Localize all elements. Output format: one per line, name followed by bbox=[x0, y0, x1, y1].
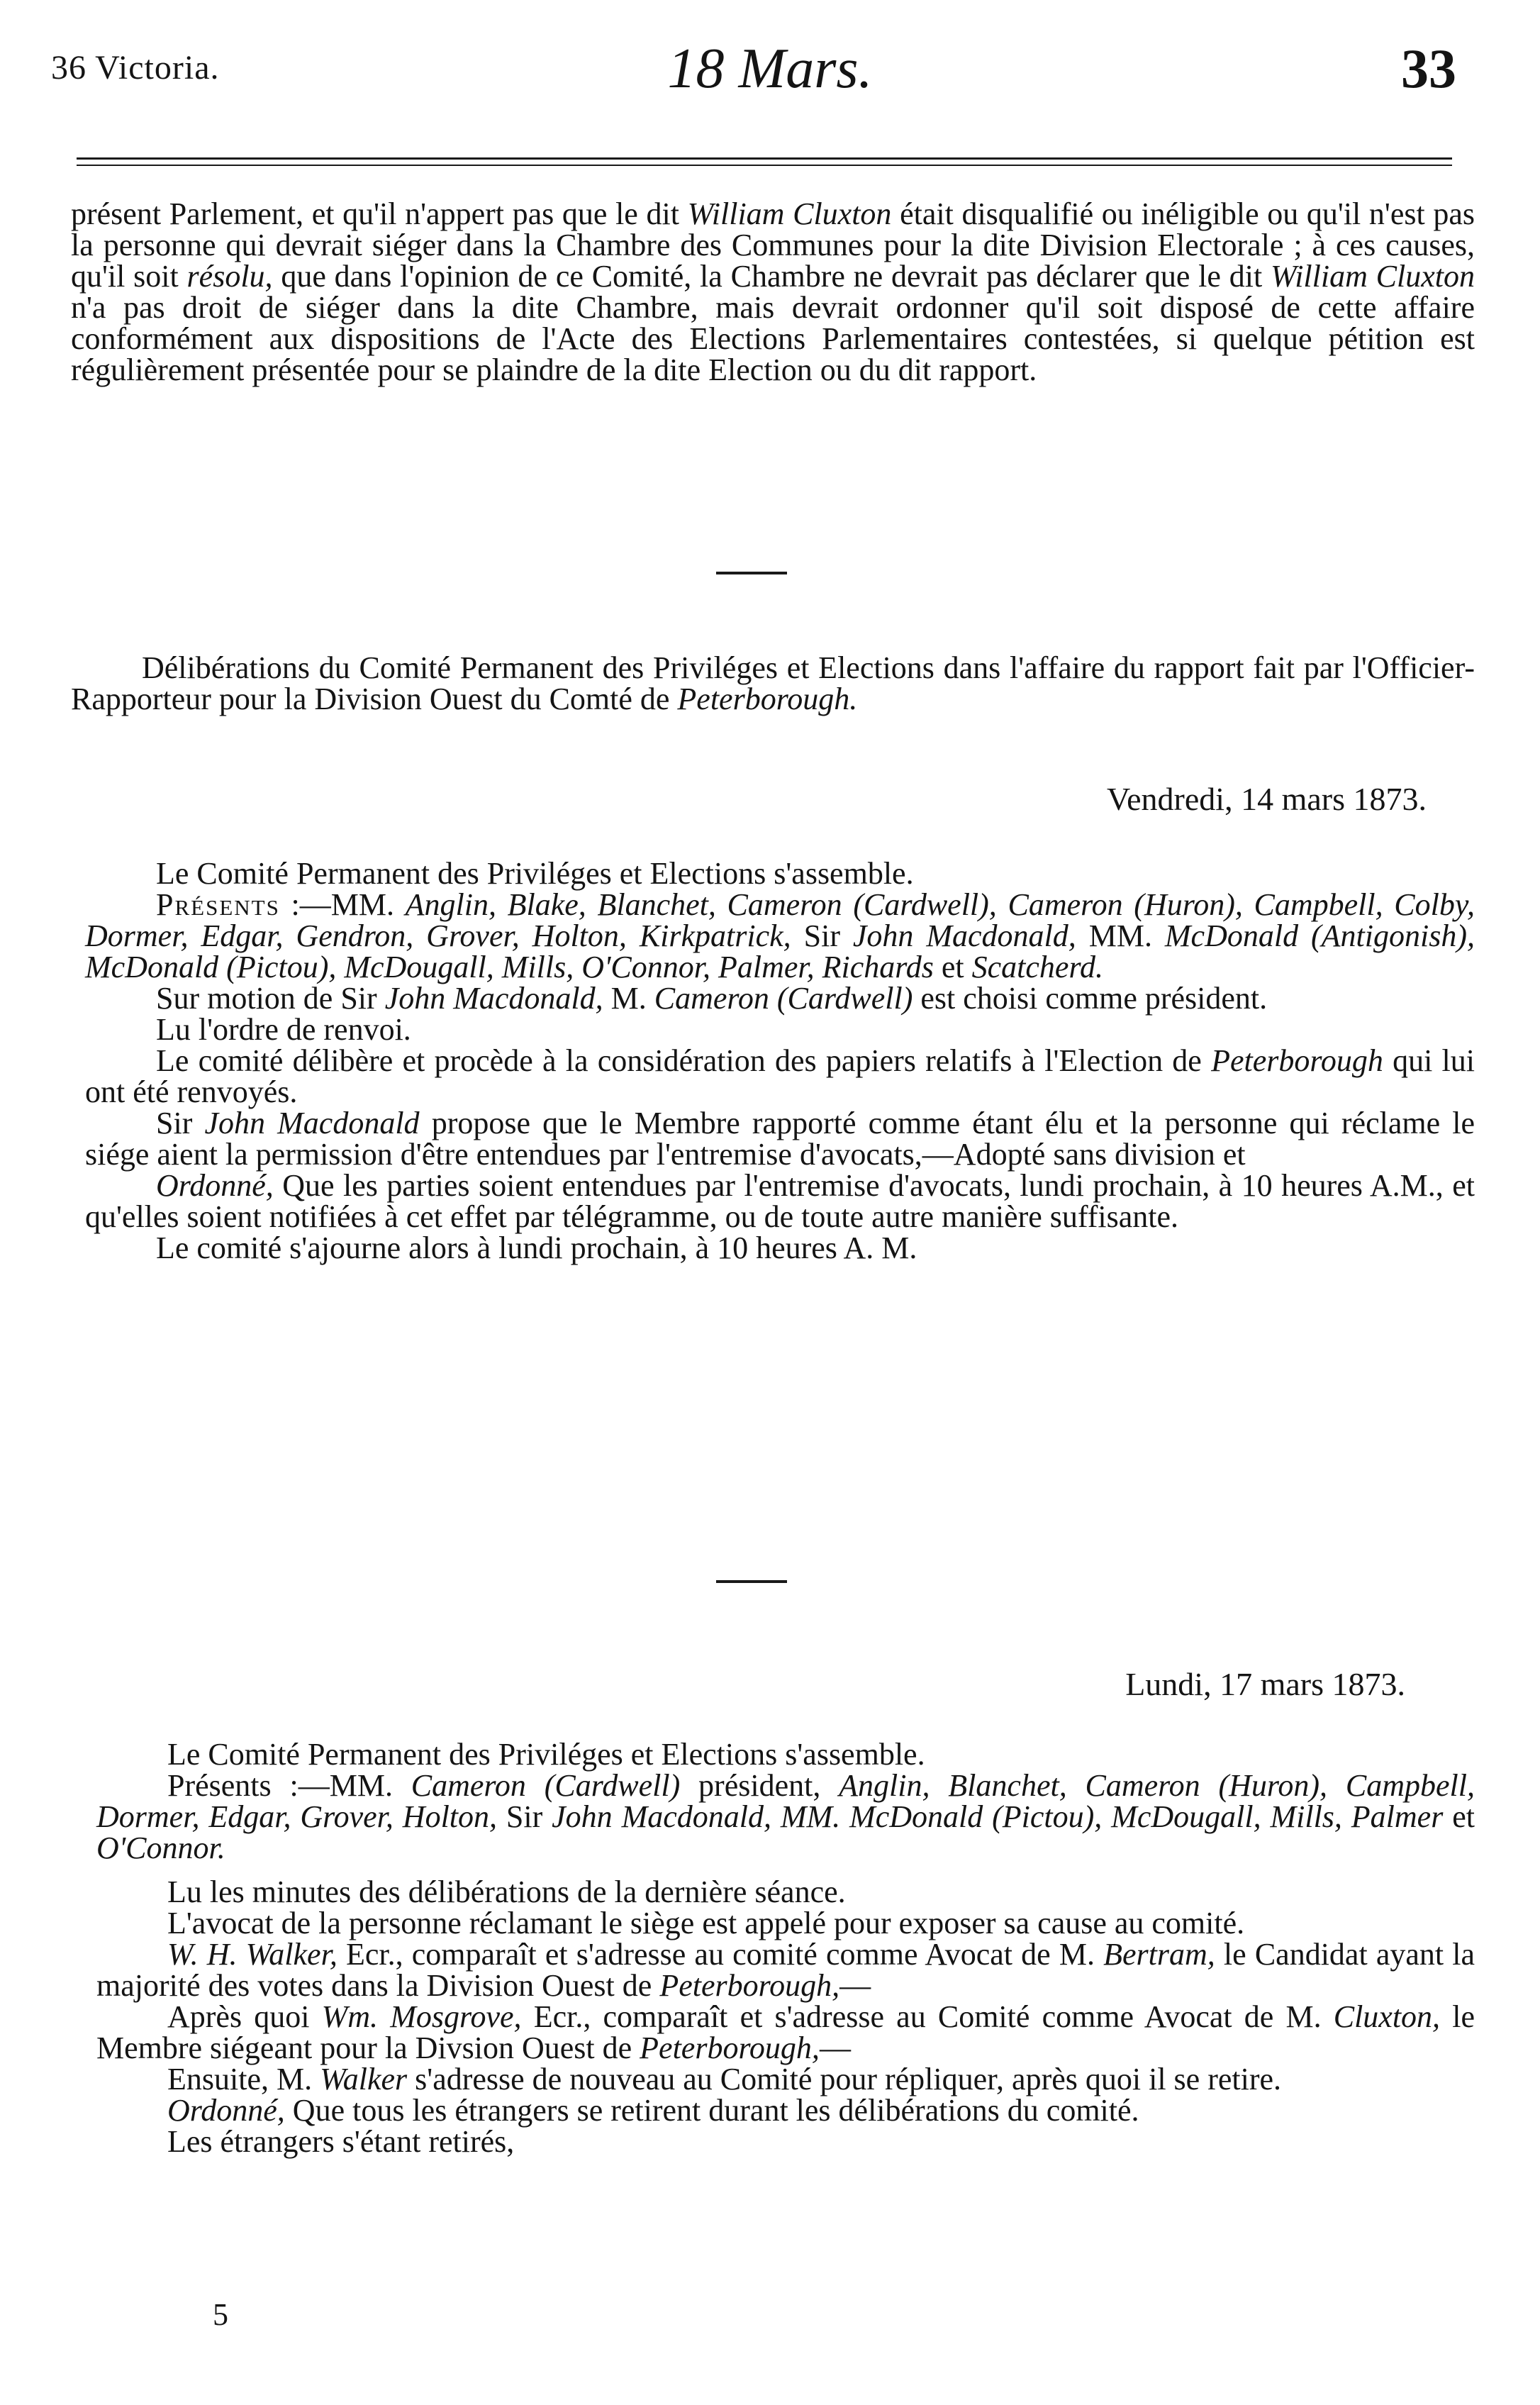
resolution-paragraph bbox=[71, 196, 1475, 387]
text-run: Sur motion de Sir bbox=[156, 981, 385, 1016]
proposal-paragraph bbox=[85, 1108, 1475, 1170]
minutes-line: Lu les minutes des délibérations de la dernière séance. bbox=[167, 1874, 846, 1909]
name-run: Anglin, Blake, Blanchet, Cameron (Cardwell), Cameron (Huron), Campbell, Colby, Dormer, Edgar, Gendron, Grover, Holton, Kirkpatrick, bbox=[85, 887, 1475, 953]
name-run: O'Connor. bbox=[96, 1831, 225, 1865]
name-run: Ordonné, bbox=[156, 1168, 274, 1203]
text-run: — bbox=[819, 2031, 851, 2065]
text-run: le Membre siégeant pour la Divsion Ouest de bbox=[96, 1999, 1475, 2065]
text-run: et bbox=[933, 950, 972, 984]
name-run: William Cluxton bbox=[1270, 259, 1475, 294]
avocat-line: L'avocat de la personne réclamant le siège est appelé pour exposer sa cause au comité. bbox=[167, 1906, 1245, 1940]
name-run: Peterborough bbox=[1211, 1043, 1383, 1078]
text-run: Que tous les étrangers se retirent durant les délibérations du comité. bbox=[284, 2093, 1139, 2128]
deliberation-paragraph bbox=[85, 1045, 1475, 1108]
assemble-line: Le Comité Permanent des Priviléges et Elections s'assemble. bbox=[167, 1737, 925, 1772]
text-run: M. bbox=[603, 981, 654, 1016]
name-run: Bertram, bbox=[1103, 1937, 1215, 1972]
text-run: s'adresse de nouveau au Comité pour répliquer, après quoi il se retire. bbox=[407, 2062, 1282, 2096]
session-date: Lundi, 17 mars 1873. bbox=[1125, 1666, 1405, 1702]
order-paragraph bbox=[85, 1170, 1475, 1233]
name-run: John Macdonald bbox=[204, 1106, 420, 1140]
text-run: est choisi comme président. bbox=[913, 981, 1268, 1016]
text-run: Sir bbox=[156, 1106, 205, 1140]
text-run: Sir bbox=[497, 1799, 552, 1834]
name-run: résolu, bbox=[186, 259, 273, 294]
session-1-minutes bbox=[85, 858, 1475, 1264]
name-run: John Macdonald, bbox=[852, 918, 1076, 953]
text-run: et bbox=[1443, 1799, 1475, 1834]
mosgrove-paragraph bbox=[96, 2001, 1475, 2064]
header-rule bbox=[77, 157, 1452, 160]
name-run: Cluxton, bbox=[1333, 1999, 1441, 2034]
text-run: présent Parlement, et qu'il n'appert pas que le dit bbox=[71, 196, 688, 231]
name-run: Ordonné, bbox=[167, 2093, 285, 2128]
section-divider bbox=[716, 1580, 787, 1583]
name-run: Wm. Mosgrove, bbox=[321, 1999, 522, 2034]
text-run: était disqualifié ou inéligible ou qu'il n'est pas la personne qui devrait siéger dans la Chambre des Communes pour la dite Division Electorale ; à ces causes, qu'il soit bbox=[71, 196, 1475, 294]
running-head-date bbox=[0, 37, 1540, 101]
page-number: 33 bbox=[1401, 38, 1456, 99]
name-run: Cameron (Cardwell) bbox=[654, 981, 913, 1016]
name-run: Peterborough, bbox=[659, 1968, 840, 2003]
name-run: William Cluxton bbox=[687, 196, 892, 231]
text-run: le Candidat ayant la majorité des votes dans la Division Ouest de bbox=[96, 1937, 1475, 2003]
text-run: Après quoi bbox=[167, 1999, 322, 2034]
text-run: :—MM. bbox=[279, 887, 406, 922]
name-run: Peterborough. bbox=[677, 682, 858, 716]
name-run: Anglin, Blanchet, Cameron (Huron), Campbell, Dormer, Edgar, Grover, Holton, bbox=[96, 1768, 1475, 1834]
name-run: John Macdonald, MM. McDonald (Pictou), McDougall, Mills, Palmer bbox=[552, 1799, 1444, 1834]
text-run: Le comité délibère et procède à la considération des papiers relatifs à l'Election de bbox=[156, 1043, 1212, 1078]
text-run: Ensuite, M. bbox=[167, 2062, 320, 2096]
name-run: McDonald (Antigonish), McDonald (Pictou), McDougall, Mills, O'Connor, Palmer, Richards bbox=[85, 918, 1475, 984]
session-2-minutes bbox=[96, 1739, 1475, 2157]
motion-paragraph bbox=[85, 983, 1475, 1014]
text-run: — bbox=[839, 1968, 871, 2003]
text-run: Sir bbox=[791, 918, 853, 953]
signature-mark: 5 bbox=[213, 2297, 228, 2332]
name-run: Cameron (Cardwell) bbox=[411, 1768, 681, 1803]
presents-paragraph bbox=[96, 1770, 1475, 1864]
text-run: Ecr., comparaît et s'adresse au comité comme Avocat de M. bbox=[337, 1937, 1104, 1972]
name-run: John Macdonald, bbox=[384, 981, 603, 1016]
session-date: Vendredi, 14 mars 1873. bbox=[1107, 781, 1427, 817]
deliberations-heading bbox=[71, 652, 1475, 715]
running-head-date-text: 18 Mars. bbox=[667, 38, 873, 100]
text-run: Que les parties soient entendues par l'entremise d'avocats, lundi prochain, à 10 heures A.M., et qu'elles soient notifiées à cet effet par télégramme, ou de toute autre manière suffisante. bbox=[85, 1168, 1475, 1234]
presents-paragraph bbox=[85, 889, 1475, 983]
walker-paragraph bbox=[96, 1939, 1475, 2001]
name-run: W. H. Walker, bbox=[167, 1937, 337, 1972]
presents-label: Présents bbox=[156, 887, 280, 922]
name-run: Scatcherd. bbox=[971, 950, 1103, 984]
section-divider bbox=[716, 572, 787, 574]
text-run: qui lui ont été renvoyés. bbox=[85, 1043, 1475, 1109]
text-run: Ecr., comparaît et s'adresse au Comité comme Avocat de M. bbox=[521, 1999, 1334, 2034]
order-paragraph bbox=[96, 2095, 1475, 2126]
text-run: que dans l'opinion de ce Comité, la Chambre ne devrait pas déclarer que le dit bbox=[272, 259, 1271, 294]
text-run: n'a pas droit de siéger dans la dite Chambre, mais devrait ordonner qu'il soit disposé de cette affaire conformément aux dispositions de l'Acte des Elections Parlementaires contestées, si quelque pétition est régulièrement présentée pour se plaindre de la dite Election ou du dit rapport. bbox=[71, 290, 1475, 387]
reply-paragraph bbox=[96, 2064, 1475, 2095]
text-run: propose que le Membre rapporté comme étant élu et la personne qui réclame le siége aient la permission d'être entendues par l'entremise d'avocats,—Adopté sans division et bbox=[85, 1106, 1475, 1172]
name-run: Peterborough, bbox=[640, 2031, 820, 2065]
header-rule-secondary bbox=[77, 165, 1452, 166]
text-run: président, bbox=[680, 1768, 839, 1803]
text-run: MM. bbox=[1076, 918, 1165, 953]
adjourn-line: Le comité s'ajourne alors à lundi prochain, à 10 heures A. M. bbox=[156, 1231, 917, 1265]
name-run: Walker bbox=[320, 2062, 408, 2096]
text-run: Délibérations du Comité Permanent des Priviléges et Elections dans l'affaire du rapport fait par l'Officier-Rapporteur pour la Division Ouest du Comté de bbox=[71, 650, 1475, 716]
renvoi-line: Lu l'ordre de renvoi. bbox=[156, 1012, 411, 1047]
assemble-line: Le Comité Permanent des Priviléges et Elections s'assemble. bbox=[156, 856, 914, 891]
strangers-line: Les étrangers s'étant retirés, bbox=[167, 2124, 515, 2159]
running-head-left: 36 Victoria. bbox=[51, 49, 220, 87]
text-run: Présents :—MM. bbox=[167, 1768, 411, 1803]
